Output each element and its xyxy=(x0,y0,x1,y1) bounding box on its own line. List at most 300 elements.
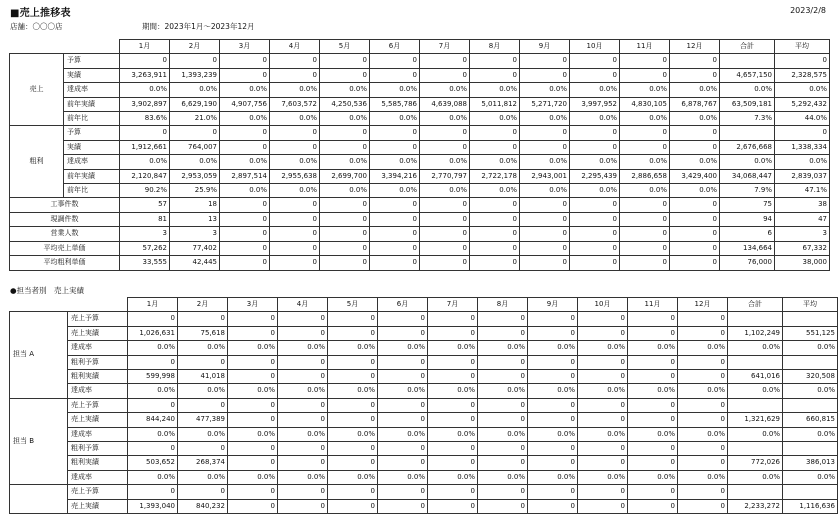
row-label: 粗利実績 xyxy=(68,456,128,470)
value-cell: 0 xyxy=(678,442,728,456)
value-cell: 0 xyxy=(328,456,378,470)
value-cell: 0.0% xyxy=(378,341,428,355)
value-cell: 2,120,847 xyxy=(120,169,170,183)
value-cell: 2,897,514 xyxy=(220,169,270,183)
value-cell: 0 xyxy=(370,126,420,140)
table-row xyxy=(10,140,830,154)
person-table xyxy=(9,297,838,514)
value-cell: 42,445 xyxy=(170,256,220,270)
value-cell: 0 xyxy=(670,227,720,241)
row-label: 平均売上単価 xyxy=(10,241,120,255)
value-cell: 0.0% xyxy=(228,427,278,441)
value-cell: 0.0% xyxy=(278,341,328,355)
column-header: 9月 xyxy=(520,40,570,54)
value-cell: 0 xyxy=(470,54,520,68)
table-row xyxy=(10,485,838,499)
value-cell: 503,652 xyxy=(128,456,178,470)
column-header: 6月 xyxy=(378,298,428,312)
value-cell: 0 xyxy=(370,256,420,270)
value-cell: 0 xyxy=(278,456,328,470)
value-cell: 0 xyxy=(528,442,578,456)
value-cell: 0 xyxy=(320,212,370,226)
value-cell: 0 xyxy=(478,312,528,326)
value-cell: 0 xyxy=(320,68,370,82)
value-cell: 0 xyxy=(570,140,620,154)
value-cell: 7.9% xyxy=(720,184,775,198)
value-cell xyxy=(783,312,838,326)
value-cell: 2,955,638 xyxy=(270,169,320,183)
value-cell: 0 xyxy=(320,227,370,241)
value-cell: 0.0% xyxy=(128,341,178,355)
value-cell: 0 xyxy=(628,442,678,456)
value-cell: 76,000 xyxy=(720,256,775,270)
value-cell: 2,943,001 xyxy=(520,169,570,183)
value-cell: 0 xyxy=(478,485,528,499)
row-label: 平均粗利単価 xyxy=(10,256,120,270)
value-cell: 0 xyxy=(628,413,678,427)
value-cell: 0 xyxy=(520,212,570,226)
row-label: 前年比 xyxy=(64,112,120,126)
value-cell: 0.0% xyxy=(328,384,378,398)
value-cell: 0.0% xyxy=(378,384,428,398)
value-cell: 0 xyxy=(278,442,328,456)
value-cell: 0.0% xyxy=(570,184,620,198)
value-cell: 0.0% xyxy=(478,341,528,355)
value-cell: 0.0% xyxy=(178,427,228,441)
value-cell: 1,393,239 xyxy=(170,68,220,82)
value-cell: 0 xyxy=(678,398,728,412)
value-cell: 0.0% xyxy=(428,427,478,441)
value-cell: 0 xyxy=(570,227,620,241)
value-cell: 0.0% xyxy=(670,83,720,97)
value-cell: 0.0% xyxy=(478,470,528,484)
value-cell: 0 xyxy=(378,355,428,369)
value-cell: 0 xyxy=(120,54,170,68)
value-cell: 1,912,661 xyxy=(120,140,170,154)
value-cell: 0 xyxy=(678,499,728,513)
person-label: 担当 B xyxy=(10,398,68,484)
column-header: 2月 xyxy=(178,298,228,312)
value-cell: 0 xyxy=(178,442,228,456)
table-row xyxy=(10,427,838,441)
value-cell: 1,338,334 xyxy=(775,140,830,154)
value-cell: 0.0% xyxy=(783,427,838,441)
table-row xyxy=(10,184,830,198)
table-row xyxy=(10,241,830,255)
value-cell: 0 xyxy=(528,370,578,384)
value-cell: 1,321,629 xyxy=(728,413,783,427)
value-cell: 13 xyxy=(170,212,220,226)
value-cell: 0 xyxy=(328,499,378,513)
value-cell: 0 xyxy=(278,413,328,427)
value-cell: 0.0% xyxy=(128,384,178,398)
value-cell: 0 xyxy=(570,68,620,82)
column-header: 8月 xyxy=(470,40,520,54)
value-cell: 0.0% xyxy=(178,341,228,355)
value-cell: 0 xyxy=(328,413,378,427)
value-cell: 0.0% xyxy=(620,83,670,97)
table-row xyxy=(10,68,830,82)
value-cell: 3,394,216 xyxy=(370,169,420,183)
value-cell: 0 xyxy=(670,68,720,82)
value-cell: 0 xyxy=(270,68,320,82)
value-cell: 0 xyxy=(128,312,178,326)
table-row xyxy=(10,341,838,355)
group-label: 粗利 xyxy=(10,126,64,198)
column-header: 合計 xyxy=(720,40,775,54)
value-cell: 0 xyxy=(228,413,278,427)
value-cell: 0 xyxy=(370,212,420,226)
value-cell: 0 xyxy=(428,456,478,470)
value-cell: 0 xyxy=(528,326,578,340)
row-label: 売上予算 xyxy=(68,485,128,499)
value-cell: 0 xyxy=(278,312,328,326)
column-header: 3月 xyxy=(220,40,270,54)
row-label: 売上実績 xyxy=(68,413,128,427)
value-cell: 0 xyxy=(578,355,628,369)
value-cell: 0.0% xyxy=(578,341,628,355)
value-cell xyxy=(720,126,775,140)
value-cell: 0.0% xyxy=(178,470,228,484)
value-cell: 0 xyxy=(470,198,520,212)
column-header: 6月 xyxy=(370,40,420,54)
value-cell: 0 xyxy=(428,413,478,427)
value-cell: 2,770,797 xyxy=(420,169,470,183)
column-header: 2月 xyxy=(170,40,220,54)
column-header: 1月 xyxy=(120,40,170,54)
value-cell: 0 xyxy=(670,256,720,270)
table-row xyxy=(10,355,838,369)
column-header: 10月 xyxy=(578,298,628,312)
value-cell xyxy=(728,485,783,499)
value-cell: 0 xyxy=(478,326,528,340)
column-header: 4月 xyxy=(270,40,320,54)
value-cell: 477,389 xyxy=(178,413,228,427)
value-cell: 0.0% xyxy=(628,470,678,484)
value-cell: 0 xyxy=(270,126,320,140)
value-cell: 0 xyxy=(220,140,270,154)
value-cell: 0 xyxy=(278,398,328,412)
value-cell xyxy=(720,54,775,68)
value-cell: 0.0% xyxy=(670,155,720,169)
value-cell: 0 xyxy=(278,370,328,384)
value-cell: 90.2% xyxy=(120,184,170,198)
row-label: 達成率 xyxy=(64,83,120,97)
value-cell: 0 xyxy=(670,241,720,255)
column-header: 平均 xyxy=(783,298,838,312)
value-cell: 67,332 xyxy=(775,241,830,255)
value-cell: 0.0% xyxy=(520,112,570,126)
value-cell: 0 xyxy=(628,326,678,340)
value-cell: 0.0% xyxy=(370,155,420,169)
value-cell: 0 xyxy=(578,370,628,384)
value-cell: 0.0% xyxy=(428,384,478,398)
value-cell: 320,508 xyxy=(783,370,838,384)
value-cell: 0.0% xyxy=(620,155,670,169)
value-cell: 0.0% xyxy=(178,384,228,398)
value-cell: 0.0% xyxy=(220,112,270,126)
value-cell: 0.0% xyxy=(270,184,320,198)
value-cell: 0 xyxy=(270,198,320,212)
value-cell: 0 xyxy=(328,370,378,384)
value-cell: 57 xyxy=(120,198,170,212)
value-cell: 0.0% xyxy=(170,83,220,97)
value-cell: 0 xyxy=(628,355,678,369)
value-cell: 0 xyxy=(278,485,328,499)
table-row xyxy=(10,384,838,398)
value-cell: 5,011,812 xyxy=(470,97,520,111)
value-cell: 0.0% xyxy=(520,184,570,198)
value-cell: 0 xyxy=(620,256,670,270)
value-cell: 0 xyxy=(228,370,278,384)
value-cell: 0 xyxy=(478,398,528,412)
value-cell: 0 xyxy=(478,413,528,427)
value-cell: 0 xyxy=(528,312,578,326)
row-label: 達成率 xyxy=(68,384,128,398)
value-cell: 0 xyxy=(428,442,478,456)
row-label: 売上予算 xyxy=(68,398,128,412)
value-cell: 0 xyxy=(628,398,678,412)
value-cell: 0 xyxy=(228,398,278,412)
value-cell: 0.0% xyxy=(220,83,270,97)
value-cell: 3,263,911 xyxy=(120,68,170,82)
value-cell: 0.0% xyxy=(520,83,570,97)
row-label: 達成率 xyxy=(68,341,128,355)
value-cell: 0 xyxy=(678,456,728,470)
value-cell: 7.3% xyxy=(720,112,775,126)
value-cell: 0.0% xyxy=(678,384,728,398)
value-cell: 0.0% xyxy=(120,155,170,169)
value-cell: 0.0% xyxy=(378,427,428,441)
value-cell: 0 xyxy=(270,212,320,226)
value-cell: 0 xyxy=(128,442,178,456)
value-cell: 0.0% xyxy=(628,341,678,355)
column-header: 3月 xyxy=(228,298,278,312)
value-cell: 0 xyxy=(620,212,670,226)
row-label: 売上実績 xyxy=(68,499,128,513)
column-header: 合計 xyxy=(728,298,783,312)
value-cell: 0 xyxy=(320,256,370,270)
value-cell: 0 xyxy=(620,126,670,140)
value-cell: 0 xyxy=(578,326,628,340)
value-cell: 0 xyxy=(420,68,470,82)
row-label: 粗利実績 xyxy=(68,370,128,384)
value-cell: 0 xyxy=(320,241,370,255)
value-cell: 0.0% xyxy=(370,184,420,198)
value-cell: 0 xyxy=(528,398,578,412)
table-row xyxy=(10,456,838,470)
value-cell: 4,907,756 xyxy=(220,97,270,111)
value-cell: 0 xyxy=(470,68,520,82)
value-cell: 0 xyxy=(328,398,378,412)
value-cell: 0 xyxy=(220,126,270,140)
report-title: ■売上推移表 xyxy=(10,8,71,19)
value-cell: 0 xyxy=(578,312,628,326)
value-cell: 0.0% xyxy=(320,112,370,126)
table-row xyxy=(10,112,830,126)
value-cell: 0.0% xyxy=(570,83,620,97)
value-cell: 551,125 xyxy=(783,326,838,340)
value-cell: 0 xyxy=(520,68,570,82)
value-cell: 38 xyxy=(775,198,830,212)
value-cell: 75 xyxy=(720,198,775,212)
value-cell: 0.0% xyxy=(728,341,783,355)
value-cell: 0 xyxy=(570,198,620,212)
row-label: 実績 xyxy=(64,68,120,82)
value-cell xyxy=(728,398,783,412)
value-cell: 0 xyxy=(270,54,320,68)
value-cell: 18 xyxy=(170,198,220,212)
value-cell: 0 xyxy=(428,312,478,326)
value-cell: 0 xyxy=(428,485,478,499)
value-cell: 34,068,447 xyxy=(720,169,775,183)
value-cell: 0 xyxy=(328,442,378,456)
value-cell: 0 xyxy=(570,256,620,270)
value-cell: 63,509,181 xyxy=(720,97,775,111)
value-cell: 0 xyxy=(420,140,470,154)
value-cell: 0 xyxy=(520,227,570,241)
value-cell: 0 xyxy=(378,326,428,340)
value-cell: 0.0% xyxy=(328,341,378,355)
value-cell: 0 xyxy=(628,485,678,499)
value-cell: 0.0% xyxy=(783,341,838,355)
value-cell: 0.0% xyxy=(528,427,578,441)
value-cell: 0.0% xyxy=(470,155,520,169)
value-cell: 0 xyxy=(620,241,670,255)
table-row xyxy=(10,97,830,111)
value-cell: 0 xyxy=(520,256,570,270)
value-cell: 0 xyxy=(228,326,278,340)
value-cell: 2,839,037 xyxy=(775,169,830,183)
table-row xyxy=(10,212,830,226)
value-cell: 0 xyxy=(578,398,628,412)
value-cell: 0 xyxy=(670,54,720,68)
value-cell: 0 xyxy=(320,126,370,140)
value-cell: 5,271,720 xyxy=(520,97,570,111)
table-row xyxy=(10,54,830,68)
value-cell: 0 xyxy=(570,54,620,68)
value-cell: 0 xyxy=(570,126,620,140)
value-cell xyxy=(783,485,838,499)
value-cell: 0.0% xyxy=(578,470,628,484)
value-cell: 0 xyxy=(520,140,570,154)
value-cell: 0 xyxy=(220,68,270,82)
value-cell: 0 xyxy=(470,256,520,270)
value-cell: 0.0% xyxy=(470,83,520,97)
value-cell: 0 xyxy=(428,398,478,412)
value-cell: 0 xyxy=(420,198,470,212)
value-cell: 0 xyxy=(378,499,428,513)
value-cell: 0 xyxy=(620,198,670,212)
value-cell: 0.0% xyxy=(270,112,320,126)
value-cell: 4,830,105 xyxy=(620,97,670,111)
section-title-by-person: ●担当者別 売上実績 xyxy=(10,286,85,295)
value-cell: 0.0% xyxy=(728,384,783,398)
value-cell: 0 xyxy=(528,355,578,369)
value-cell: 0 xyxy=(370,140,420,154)
value-cell xyxy=(728,355,783,369)
column-header: 7月 xyxy=(428,298,478,312)
value-cell: 0.0% xyxy=(620,112,670,126)
value-cell: 0 xyxy=(578,442,628,456)
value-cell: 0 xyxy=(428,499,478,513)
value-cell: 0.0% xyxy=(120,83,170,97)
value-cell: 0 xyxy=(270,227,320,241)
value-cell: 0.0% xyxy=(228,384,278,398)
row-label: 達成率 xyxy=(68,427,128,441)
value-cell: 2,722,178 xyxy=(470,169,520,183)
value-cell: 0 xyxy=(478,456,528,470)
row-label: 現調件数 xyxy=(10,212,120,226)
value-cell: 0 xyxy=(670,198,720,212)
value-cell: 3 xyxy=(170,227,220,241)
row-label: 前年実績 xyxy=(64,97,120,111)
value-cell: 0.0% xyxy=(128,427,178,441)
value-cell: 0 xyxy=(378,456,428,470)
shop-label: 店舗：〇〇〇店 xyxy=(10,22,63,31)
value-cell: 0 xyxy=(228,456,278,470)
value-cell: 0 xyxy=(370,198,420,212)
value-cell: 0.0% xyxy=(728,427,783,441)
value-cell: 0 xyxy=(520,241,570,255)
value-cell: 2,295,439 xyxy=(570,169,620,183)
value-cell: 0 xyxy=(478,499,528,513)
value-cell: 0 xyxy=(678,312,728,326)
person-header-row xyxy=(10,298,838,312)
value-cell: 0 xyxy=(578,413,628,427)
row-label: 営業人数 xyxy=(10,227,120,241)
value-cell: 0 xyxy=(320,54,370,68)
column-header: 11月 xyxy=(620,40,670,54)
value-cell: 2,699,700 xyxy=(320,169,370,183)
value-cell: 0.0% xyxy=(578,384,628,398)
value-cell: 772,026 xyxy=(728,456,783,470)
value-cell: 2,233,272 xyxy=(728,499,783,513)
value-cell: 0.0% xyxy=(670,112,720,126)
value-cell: 0 xyxy=(178,355,228,369)
value-cell: 0.0% xyxy=(428,470,478,484)
value-cell: 0 xyxy=(678,485,728,499)
value-cell: 0 xyxy=(378,413,428,427)
value-cell: 0 xyxy=(520,126,570,140)
column-header: 12月 xyxy=(678,298,728,312)
value-cell: 0 xyxy=(128,355,178,369)
value-cell: 844,240 xyxy=(128,413,178,427)
value-cell xyxy=(783,398,838,412)
summary-header-row xyxy=(10,40,830,54)
value-cell: 0 xyxy=(220,227,270,241)
value-cell: 0 xyxy=(228,355,278,369)
value-cell: 0.0% xyxy=(570,112,620,126)
value-cell: 33,555 xyxy=(120,256,170,270)
value-cell: 0.0% xyxy=(720,155,775,169)
value-cell: 0.0% xyxy=(320,83,370,97)
value-cell: 0 xyxy=(628,370,678,384)
value-cell: 0 xyxy=(378,370,428,384)
value-cell: 0 xyxy=(278,499,328,513)
table-row xyxy=(10,126,830,140)
value-cell: 0.0% xyxy=(578,427,628,441)
value-cell: 0.0% xyxy=(420,155,470,169)
value-cell: 0 xyxy=(420,126,470,140)
value-cell: 2,953,059 xyxy=(170,169,220,183)
row-label: 売上予算 xyxy=(68,312,128,326)
value-cell: 0 xyxy=(170,126,220,140)
value-cell: 0 xyxy=(220,241,270,255)
value-cell: 21.0% xyxy=(170,112,220,126)
value-cell: 0 xyxy=(270,140,320,154)
value-cell: 0 xyxy=(628,456,678,470)
